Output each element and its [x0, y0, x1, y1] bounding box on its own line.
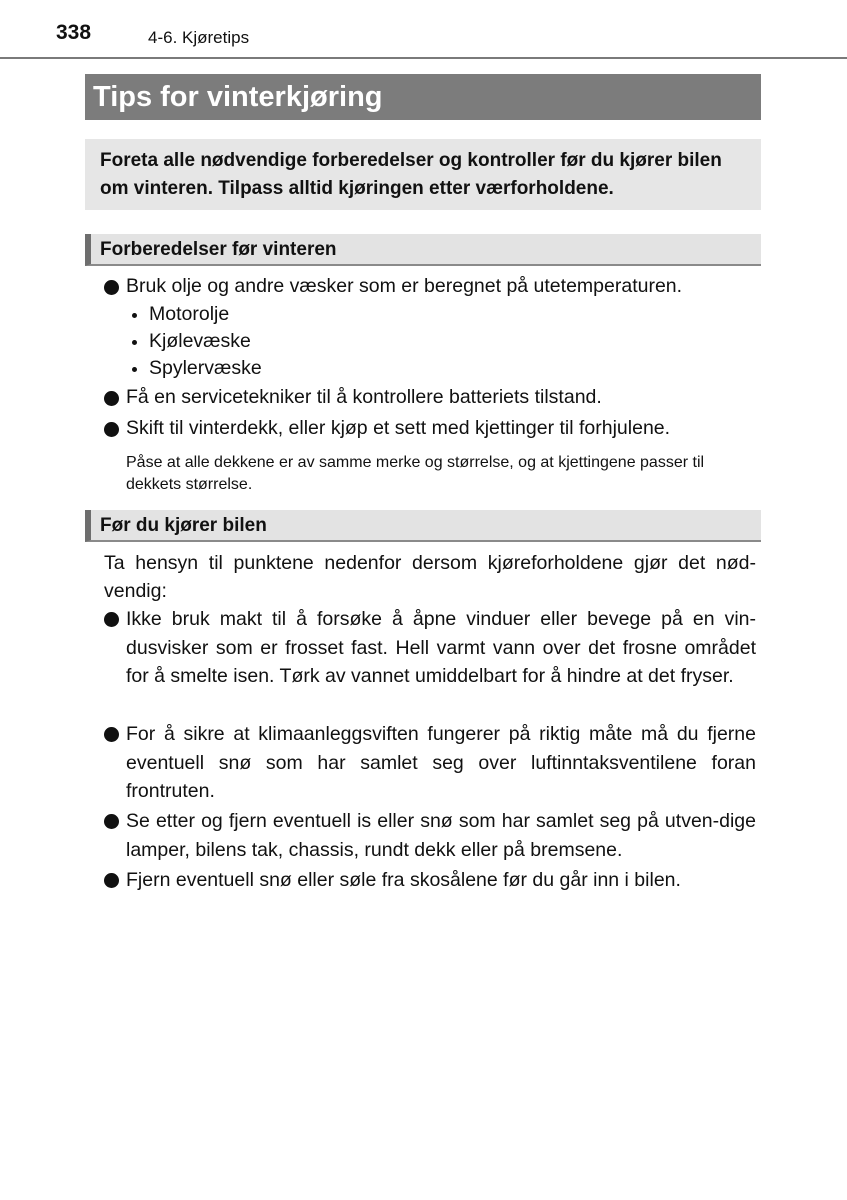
- header-rule: [0, 57, 847, 59]
- sub-bullet-icon: [132, 340, 137, 345]
- bullet-icon: [104, 873, 119, 888]
- bullet-icon: [104, 422, 119, 437]
- title-bar: [85, 74, 761, 120]
- bullet-text: Fjern eventuell snø eller søle fra skosålene før du går inn i bilen.: [126, 869, 681, 891]
- bullet-icon: [104, 612, 119, 627]
- sub-bullet-icon: [132, 313, 137, 318]
- bullet-icon: [104, 391, 119, 406]
- bullet-text: Ikke bruk makt til å forsøke å åpne vinduer eller bevege på en vin-dusvisker som er frosset fast. Hell varmt vann over det frosne området for å smelte isen. Tørk av vannet umiddelbart for å hindre at det fryser.: [126, 608, 756, 687]
- sub-item: Kjølevæske: [149, 330, 251, 352]
- note-text: Påse at alle dekkene er av samme merke og størrelse, og at kjettingene passer til dekkets størrelse.: [126, 454, 705, 493]
- section-intro: Ta hensyn til punktene nedenfor dersom kjøreforholdene gjør det nød-vendig:: [104, 552, 756, 602]
- page-title: Tips for vinterkjøring: [93, 81, 383, 113]
- sub-item: Spylervæske: [149, 357, 262, 379]
- sub-item: Motorolje: [149, 303, 230, 325]
- section-label: 4-6. Kjøretips: [148, 28, 250, 47]
- page-number: 338: [56, 21, 92, 44]
- bullet-icon: [104, 727, 119, 742]
- bullet-text: Få en servicetekniker til å kontrollere batteriets tilstand.: [126, 386, 602, 408]
- section-heading: Før du kjører bilen: [100, 515, 267, 536]
- bullet-icon: [104, 814, 119, 829]
- section-heading: Forberedelser før vinteren: [100, 239, 337, 260]
- bullet-icon: [104, 280, 119, 295]
- bullet-text: Se etter og fjern eventuell is eller snø som har samlet seg på utven-dige lamper, bilens tak, chassis, rundt dekk eller på bremsene.: [126, 810, 756, 861]
- section-header-before-driving: [85, 510, 761, 542]
- bullet-text: Bruk olje og andre væsker som er beregnet på utetemperaturen.: [126, 275, 683, 297]
- bullet-text: Skift til vinterdekk, eller kjøp et sett med kjettinger til forhjulene.: [126, 417, 671, 439]
- intro-box: [85, 139, 761, 210]
- sub-bullet-icon: [132, 367, 137, 372]
- section-header-preparations: [85, 234, 761, 266]
- intro-text: Foreta alle nødvendige forberedelser og kontroller før du kjører bilen om vinteren. Tilpass alltid kjøringen etter værforholdene.: [100, 150, 722, 199]
- bullet-text: For å sikre at klimaanleggsviften fungerer på riktig måte må du fjerne eventuell snø som har samlet seg over luftinntaksventilene foran frontruten.: [126, 723, 756, 802]
